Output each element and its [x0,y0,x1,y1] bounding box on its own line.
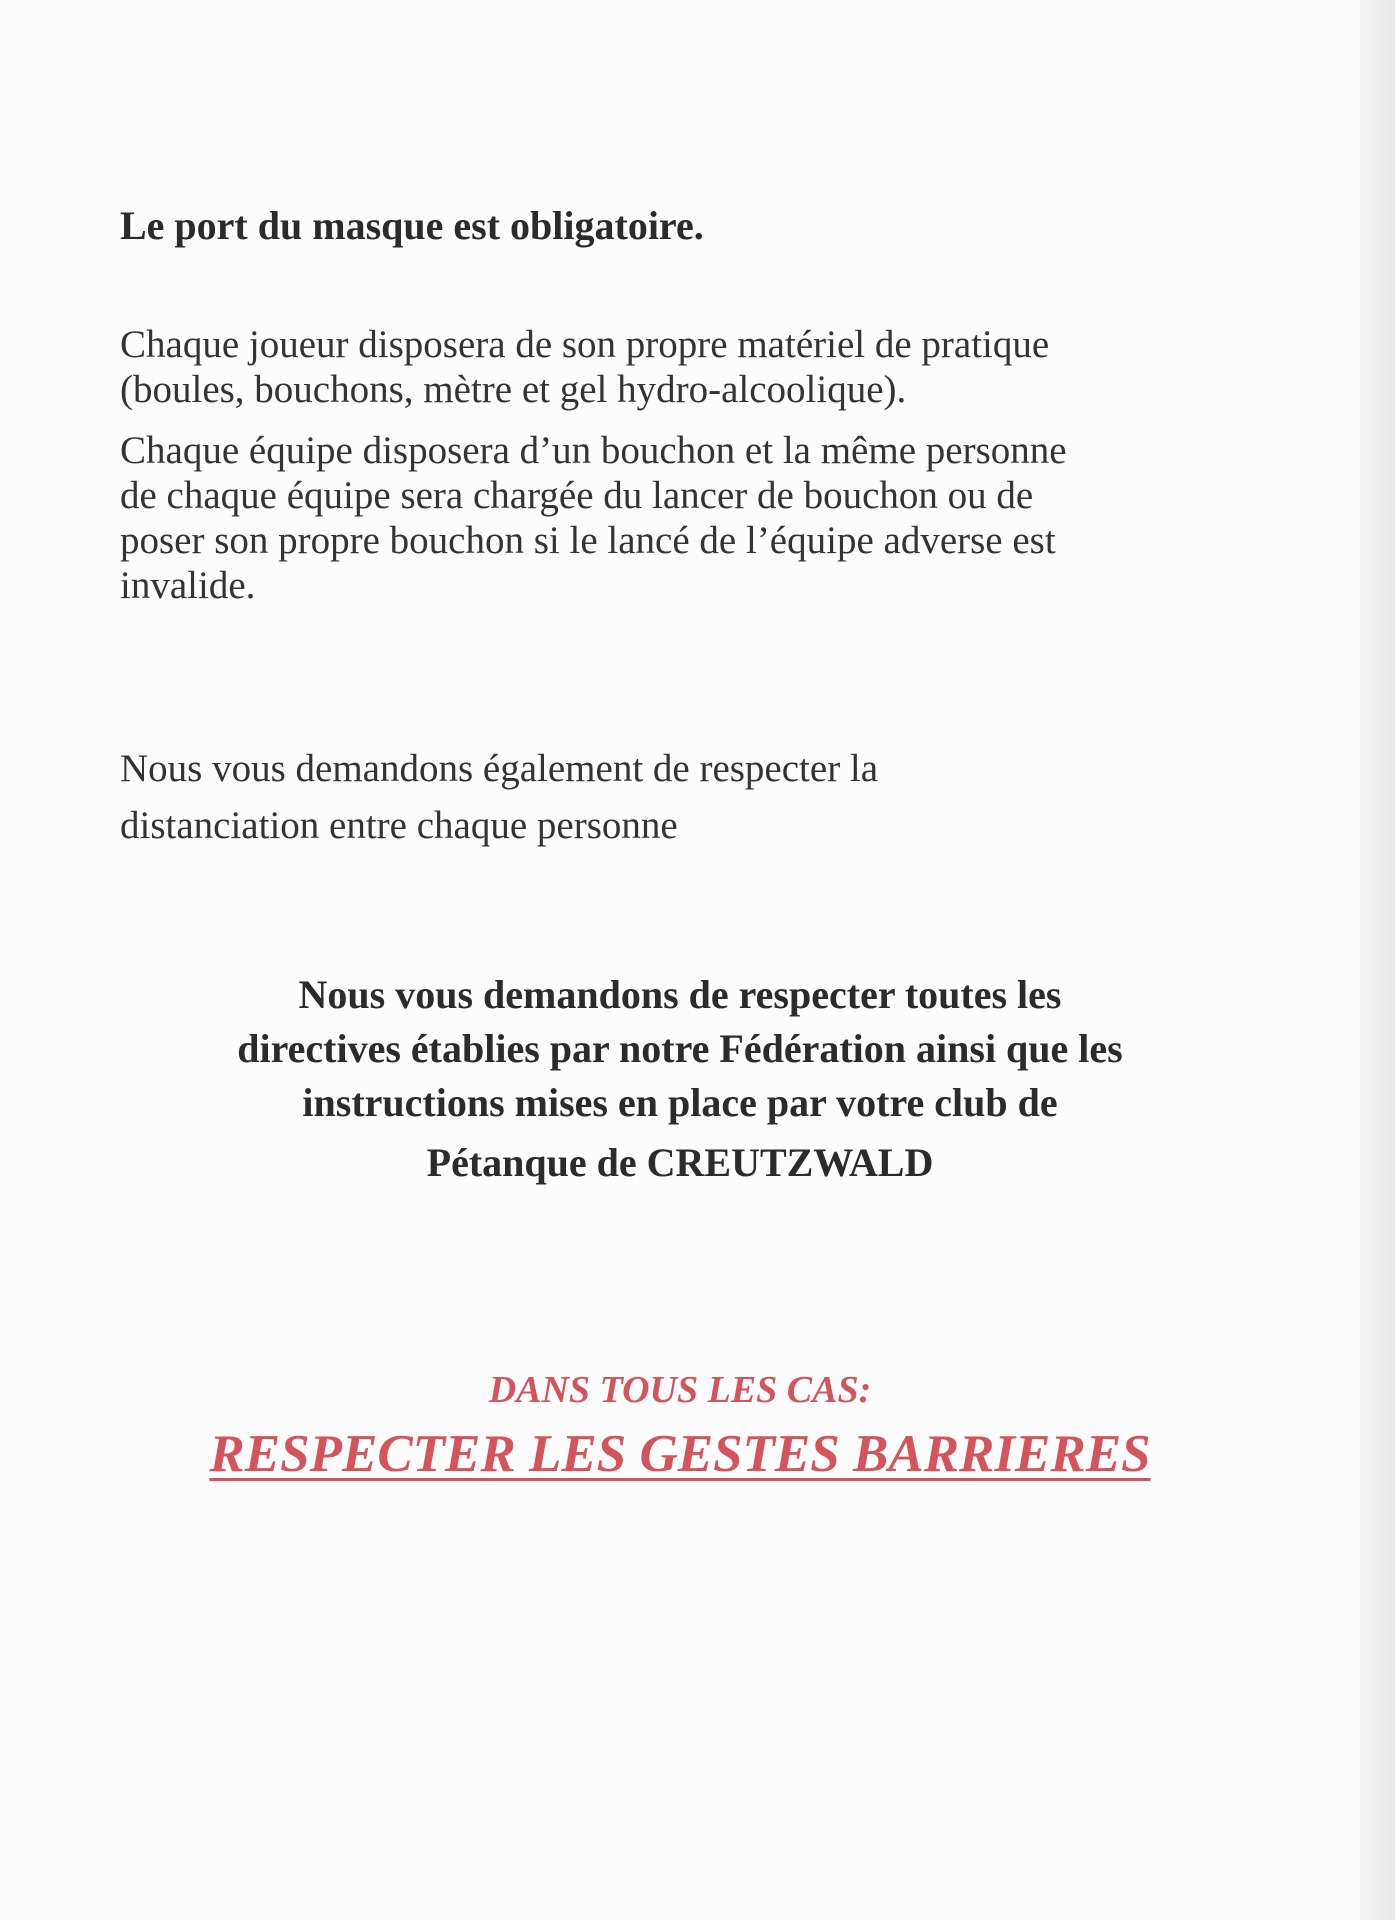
directives-line: Pétanque de CREUTZWALD [426,1140,934,1185]
team-paragraph [120,428,1067,608]
directives-line: instructions mises en place par votre club de [302,1080,1058,1125]
team-line: de chaque équipe sera chargée du lancer de bouchon ou de [120,474,1034,517]
warning-main: RESPECTER LES GESTES BARRIERES [209,1425,1151,1483]
distance-line: Nous vous demandons également de respecter la [120,747,879,790]
directives-line: directives établies par notre Fédération ainsi que les [237,1026,1123,1071]
material-line: (boules, bouchons, mètre et gel hydro-alcoolique). [120,368,907,411]
team-line: poser son propre bouchon si le lancé de l’équipe adverse est [120,519,1056,562]
material-line: Chaque joueur disposera de son propre matériel de pratique [120,323,1050,366]
directives-line: Nous vous demandons de respecter toutes les [298,972,1062,1017]
scan-page-edge [1360,0,1395,1920]
distance-line: distanciation entre chaque personne [120,804,678,847]
warning-intro: DANS TOUS LES CAS: [488,1369,872,1411]
team-line: invalide. [120,564,256,607]
directives-paragraph [100,968,1260,1190]
distance-paragraph [120,740,878,854]
team-line: Chaque équipe disposera d’un bouchon et la même personne [120,429,1067,472]
material-paragraph [120,322,1049,412]
mask-rule-heading: Le port du masque est obligatoire. [120,203,704,248]
